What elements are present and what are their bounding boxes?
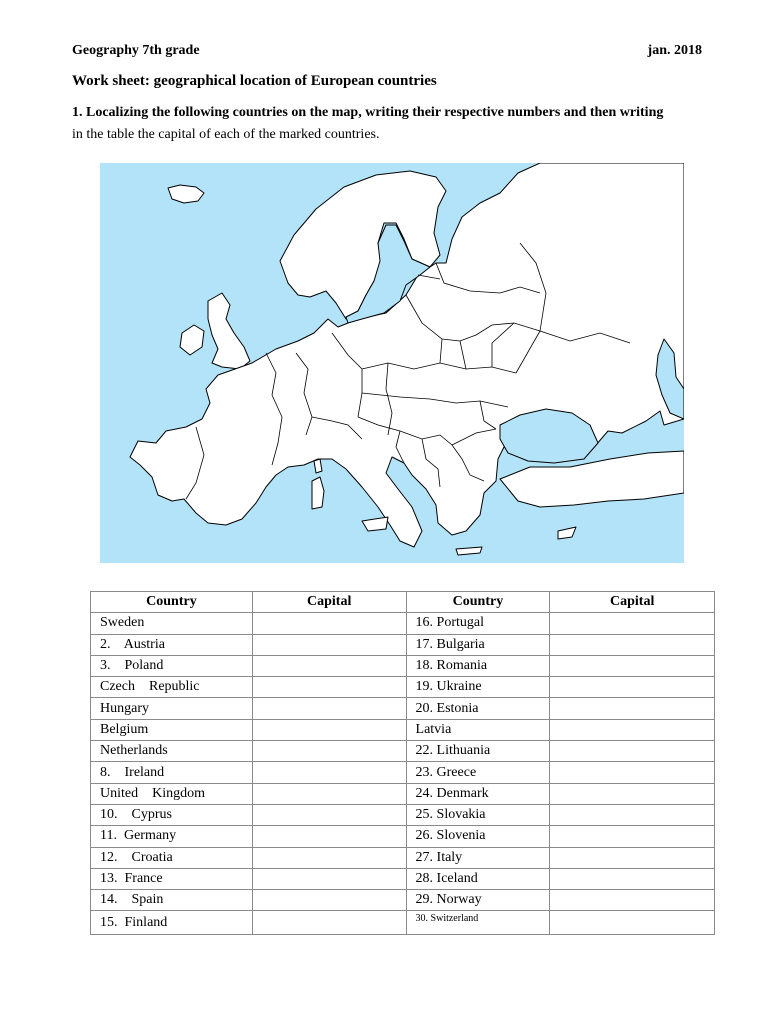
capital-input-cell[interactable] bbox=[550, 655, 715, 676]
instructions-bold: 1. Localizing the following countries on the map, writing their respective numbers and then writing bbox=[72, 105, 664, 120]
table-row bbox=[91, 634, 715, 655]
country-cell: 10. Cyprus bbox=[91, 804, 253, 825]
table-header-row bbox=[91, 592, 715, 613]
country-cell: 11. Germany bbox=[91, 826, 253, 847]
country-cell: 14. Spain bbox=[91, 890, 253, 911]
country-cell: 13. France bbox=[91, 868, 253, 889]
capital-input-cell[interactable] bbox=[550, 911, 715, 934]
capital-input-cell[interactable] bbox=[550, 613, 715, 634]
capital-input-cell[interactable] bbox=[252, 911, 406, 934]
table-row bbox=[91, 677, 715, 698]
country-cell: 12. Croatia bbox=[91, 847, 253, 868]
country-cell: 30. Switzerland bbox=[406, 911, 550, 934]
country-cell: 18. Romania bbox=[406, 655, 550, 676]
capital-input-cell[interactable] bbox=[550, 847, 715, 868]
country-cell: 29. Norway bbox=[406, 890, 550, 911]
europe-map bbox=[100, 163, 684, 563]
capital-input-cell[interactable] bbox=[550, 783, 715, 804]
capital-input-cell[interactable] bbox=[252, 890, 406, 911]
capital-input-cell[interactable] bbox=[252, 719, 406, 740]
country-cell: 3. Poland bbox=[91, 655, 253, 676]
date-header: jan. 2018 bbox=[647, 43, 702, 58]
country-cell: Hungary bbox=[91, 698, 253, 719]
table-row bbox=[91, 783, 715, 804]
capital-input-cell[interactable] bbox=[252, 847, 406, 868]
capital-input-cell[interactable] bbox=[550, 634, 715, 655]
capital-input-cell[interactable] bbox=[252, 655, 406, 676]
capital-input-cell[interactable] bbox=[252, 698, 406, 719]
country-header: Country bbox=[406, 592, 550, 613]
table-row bbox=[91, 804, 715, 825]
country-cell: 25. Slovakia bbox=[406, 804, 550, 825]
country-cell: Czech Republic bbox=[91, 677, 253, 698]
table-row bbox=[91, 826, 715, 847]
country-cell: 23. Greece bbox=[406, 762, 550, 783]
country-cell: 2. Austria bbox=[91, 634, 253, 655]
capital-input-cell[interactable] bbox=[550, 677, 715, 698]
table-row bbox=[91, 613, 715, 634]
table-row bbox=[91, 868, 715, 889]
capital-input-cell[interactable] bbox=[550, 868, 715, 889]
country-cell: 15. Finland bbox=[91, 911, 253, 934]
capital-input-cell[interactable] bbox=[550, 741, 715, 762]
table-row bbox=[91, 890, 715, 911]
country-cell: 19. Ukraine bbox=[406, 677, 550, 698]
capital-input-cell[interactable] bbox=[252, 762, 406, 783]
capital-input-cell[interactable] bbox=[550, 762, 715, 783]
country-cell: 17. Bulgaria bbox=[406, 634, 550, 655]
capital-input-cell[interactable] bbox=[550, 698, 715, 719]
table-row bbox=[91, 698, 715, 719]
capital-input-cell[interactable] bbox=[252, 677, 406, 698]
country-cell: Belgium bbox=[91, 719, 253, 740]
countries-table bbox=[90, 591, 715, 935]
capital-input-cell[interactable] bbox=[252, 741, 406, 762]
capital-input-cell[interactable] bbox=[252, 634, 406, 655]
country-cell: 16. Portugal bbox=[406, 613, 550, 634]
table-row bbox=[91, 762, 715, 783]
instructions bbox=[72, 102, 722, 146]
capital-input-cell[interactable] bbox=[550, 890, 715, 911]
capital-input-cell[interactable] bbox=[252, 826, 406, 847]
corsica-shape bbox=[314, 459, 322, 473]
table-row bbox=[91, 741, 715, 762]
table-row bbox=[91, 847, 715, 868]
capital-input-cell[interactable] bbox=[252, 613, 406, 634]
country-cell: United Kingdom bbox=[91, 783, 253, 804]
country-cell: 24. Denmark bbox=[406, 783, 550, 804]
country-cell: 28. Iceland bbox=[406, 868, 550, 889]
capital-input-cell[interactable] bbox=[252, 868, 406, 889]
worksheet-title: Work sheet: geographical location of European countries bbox=[72, 73, 437, 89]
country-cell: 27. Italy bbox=[406, 847, 550, 868]
capital-header: Capital bbox=[550, 592, 715, 613]
table-row bbox=[91, 719, 715, 740]
country-cell: Netherlands bbox=[91, 741, 253, 762]
instructions-rest: in the table the capital of each of the marked countries. bbox=[72, 127, 380, 142]
table-row bbox=[91, 911, 715, 934]
capital-input-cell[interactable] bbox=[550, 719, 715, 740]
country-cell: Latvia bbox=[406, 719, 550, 740]
capital-input-cell[interactable] bbox=[252, 804, 406, 825]
capital-input-cell[interactable] bbox=[550, 804, 715, 825]
country-header: Country bbox=[91, 592, 253, 613]
country-cell: 26. Slovenia bbox=[406, 826, 550, 847]
capital-header: Capital bbox=[252, 592, 406, 613]
table-row bbox=[91, 655, 715, 676]
capital-input-cell[interactable] bbox=[550, 826, 715, 847]
country-cell: 8. Ireland bbox=[91, 762, 253, 783]
country-cell: 20. Estonia bbox=[406, 698, 550, 719]
country-cell: Sweden bbox=[91, 613, 253, 634]
capital-input-cell[interactable] bbox=[252, 783, 406, 804]
subject-header: Geography 7th grade bbox=[72, 43, 200, 58]
country-cell: 22. Lithuania bbox=[406, 741, 550, 762]
